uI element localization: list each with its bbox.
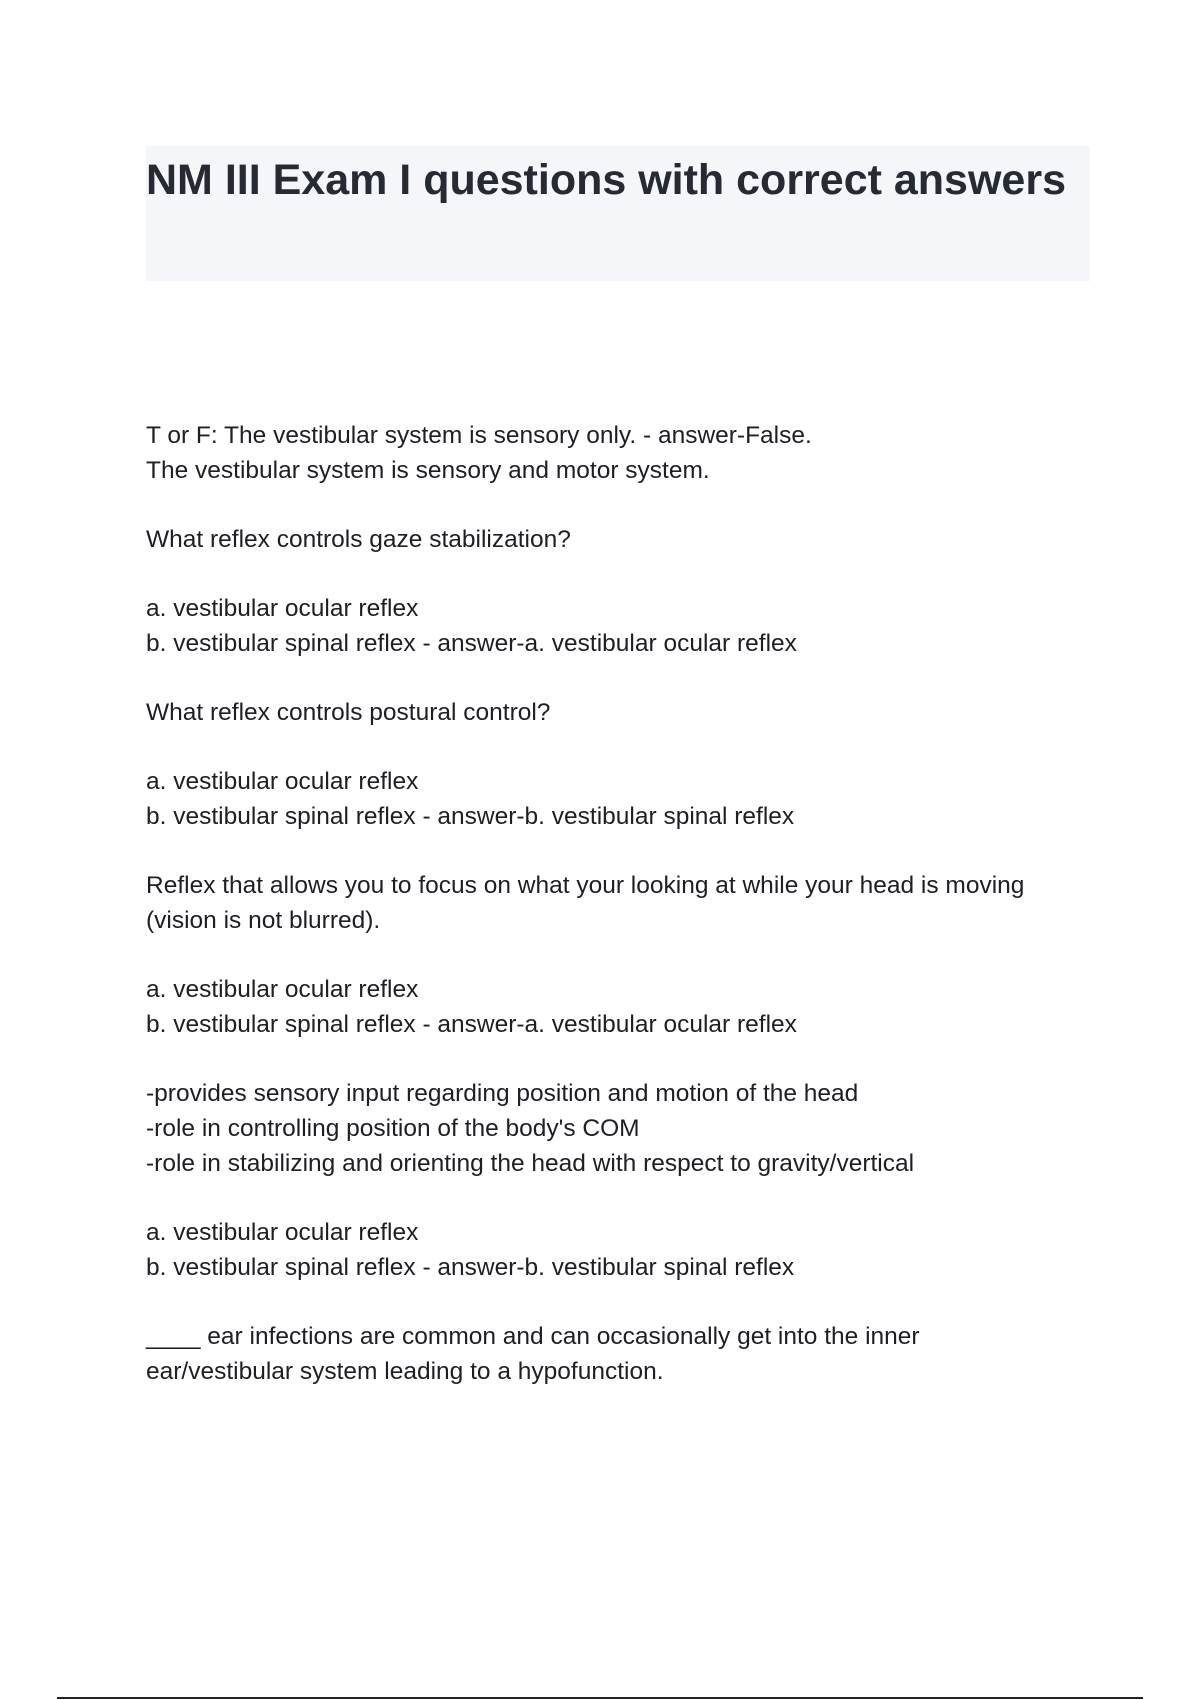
- qa-block: [146, 868, 1106, 938]
- text-line: a. vestibular ocular reflex: [146, 976, 419, 1003]
- qa-block: [146, 972, 1106, 1042]
- text-line: b. vestibular spinal reflex - answer-b. vestibular spinal reflex: [146, 1254, 795, 1281]
- paragraph-gap: [146, 1042, 1106, 1076]
- text-line: -role in controlling position of the body's COM: [146, 1115, 640, 1142]
- paragraph-gap: [146, 938, 1106, 972]
- qa-block: [146, 1076, 1106, 1181]
- text-line: b. vestibular spinal reflex - answer-a. vestibular ocular reflex: [146, 630, 797, 657]
- text-line: -provides sensory input regarding position and motion of the head: [146, 1080, 859, 1107]
- paragraph-gap: [146, 1285, 1106, 1319]
- document-body: [146, 418, 1106, 1389]
- paragraph-gap: [146, 557, 1106, 591]
- paragraph-gap: [146, 661, 1106, 695]
- text-line: b. vestibular spinal reflex - answer-a. vestibular ocular reflex: [146, 1011, 797, 1038]
- text-line: T or F: The vestibular system is sensory only. - answer-False.: [146, 422, 812, 449]
- qa-block: [146, 591, 1106, 661]
- text-line: What reflex controls gaze stabilization?: [146, 526, 571, 553]
- text-line: b. vestibular spinal reflex - answer-b. vestibular spinal reflex: [146, 803, 795, 830]
- qa-block: [146, 1319, 1106, 1389]
- qa-block: [146, 418, 1106, 488]
- text-line: ____ ear infections are common and can occasionally get into the inner: [146, 1323, 920, 1350]
- document-title: NM III Exam I questions with correct answers: [146, 156, 1066, 204]
- text-line: What reflex controls postural control?: [146, 699, 551, 726]
- paragraph-gap: [146, 488, 1106, 522]
- text-line: a. vestibular ocular reflex: [146, 768, 419, 795]
- text-line: a. vestibular ocular reflex: [146, 1219, 419, 1246]
- text-line: (vision is not blurred).: [146, 907, 381, 934]
- paragraph-gap: [146, 1181, 1106, 1215]
- title-banner: [146, 146, 1090, 281]
- qa-block: [146, 695, 1106, 730]
- paragraph-gap: [146, 834, 1106, 868]
- qa-block: [146, 764, 1106, 834]
- footer-divider: [57, 1697, 1143, 1699]
- text-line: a. vestibular ocular reflex: [146, 595, 419, 622]
- qa-block: [146, 522, 1106, 557]
- text-line: The vestibular system is sensory and motor system.: [146, 457, 710, 484]
- text-line: ear/vestibular system leading to a hypofunction.: [146, 1358, 664, 1385]
- text-line: Reflex that allows you to focus on what your looking at while your head is moving: [146, 872, 1025, 899]
- paragraph-gap: [146, 730, 1106, 764]
- text-line: -role in stabilizing and orienting the head with respect to gravity/vertical: [146, 1150, 915, 1177]
- qa-block: [146, 1215, 1106, 1285]
